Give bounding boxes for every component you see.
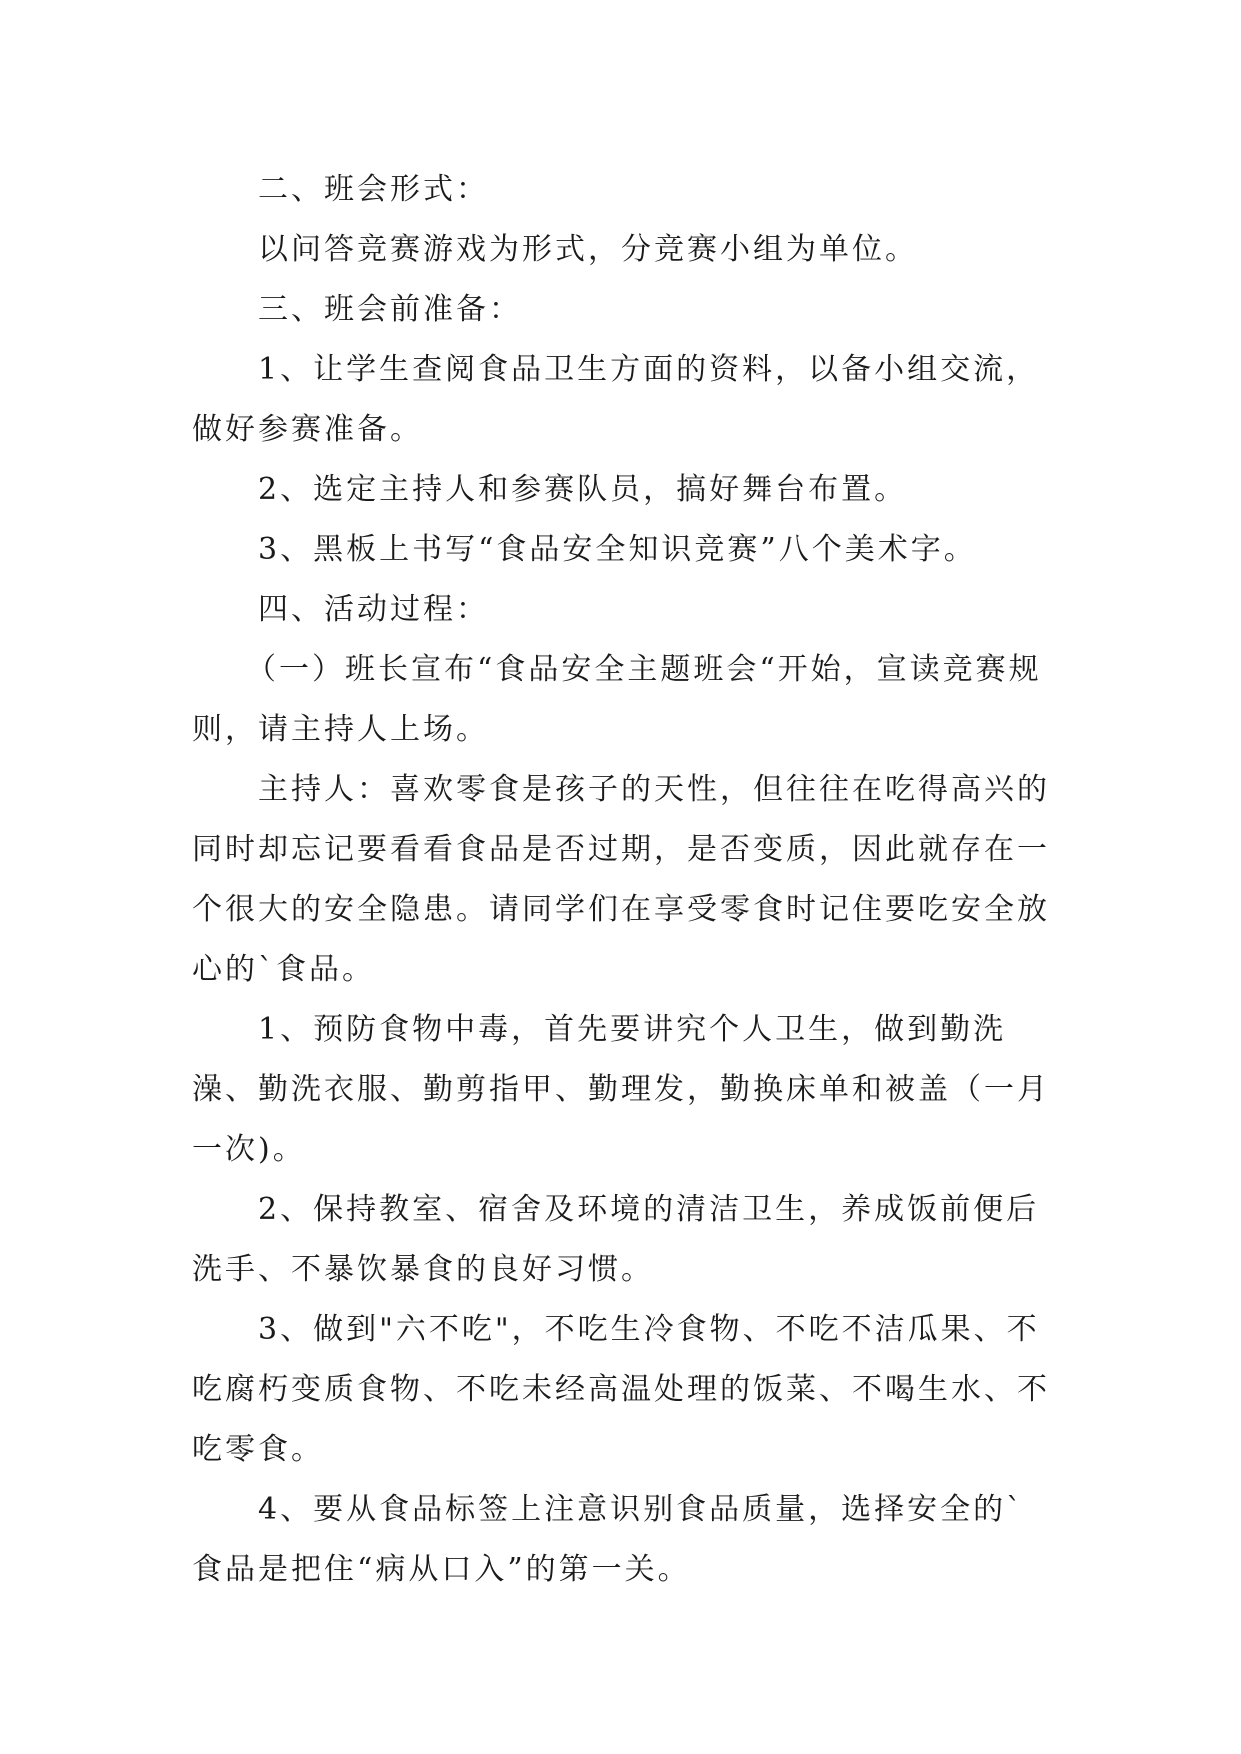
section-heading-preparation: 三、班会前准备： <box>258 292 522 327</box>
paragraph-prep-2: 2、选定主持人和参赛队员，搞好舞台布置。 <box>258 472 908 507</box>
document-body <box>192 160 1052 1600</box>
paragraph-tip-1: 1、预防食物中毒，首先要讲究个人卫生，做到勤洗澡、勤洗衣服、勤剪指甲、勤理发，勤换床单和被盖（一月一次)。 <box>192 1012 1050 1167</box>
section-heading-format: 二、班会形式： <box>258 172 489 207</box>
paragraph-process-1: （一）班长宣布“食品安全主题班会“开始，宣读竞赛规则，请主持人上场。 <box>192 652 1042 747</box>
section-heading-process: 四、活动过程： <box>258 592 489 627</box>
paragraph-format-desc: 以问答竞赛游戏为形式，分竞赛小组为单位。 <box>258 232 918 267</box>
paragraph-host-speech: 主持人：喜欢零食是孩子的天性，但往往在吃得高兴的同时却忘记要看看食品是否过期，是否变质，因此就存在一个很大的安全隐患。请同学们在享受零食时记住要吃安全放心的`食品。 <box>192 772 1050 987</box>
paragraph-tip-2: 2、保持教室、宿舍及环境的清洁卫生，养成饭前便后洗手、不暴饮暴食的良好习惯。 <box>192 1192 1040 1287</box>
paragraph-prep-3: 3、黑板上书写“食品安全知识竞赛”八个美术字。 <box>258 532 977 567</box>
paragraph-tip-3: 3、做到"六不吃"，不吃生冷食物、不吃不洁瓜果、不吃腐朽变质食物、不吃未经高温处理的饭菜、不喝生水、不吃零食。 <box>192 1312 1050 1467</box>
paragraph-tip-4: 4、要从食品标签上注意识别食品质量，选择安全的`食品是把住“病从口入”的第一关。 <box>192 1492 1025 1587</box>
paragraph-prep-1: 1、让学生查阅食品卫生方面的资料，以备小组交流，做好参赛准备。 <box>192 352 1040 447</box>
